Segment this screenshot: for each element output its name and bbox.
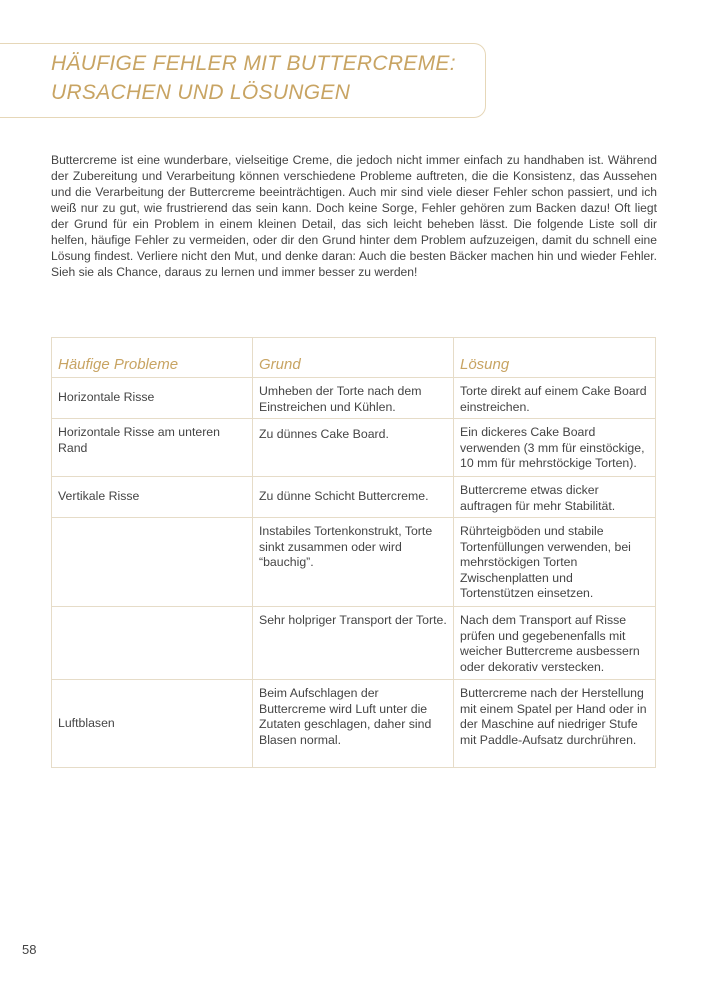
problem-cell bbox=[52, 607, 253, 680]
table-row bbox=[52, 477, 656, 518]
intro-paragraph: Buttercreme ist eine wunderbare, vielseitige Creme, die jedoch nicht immer einfach zu handhaben ist. Während der Zubereitung und Verarbeitung können verschiedene Probleme auftreten, die die Konsistenz, das Aussehen und die Verarbeitung der Buttercreme beeinträchtigen. Auch mir sind viele dieser Fehler schon passiert, und ich weiß nur zu gut, wie frustrierend das sein kann. Doch keine Sorge, Fehler gehören zum Backen dazu! Oft liegt der Grund für ein Problem in einem kleinen Detail, das sich leicht beheben lässt. Die folgende Liste soll dir helfen, häufige Fehler zu vermeiden, oder dir den Grund hinter dem Problem aufzuzeigen, damit du schnell eine Lösung findest. Verliere nicht den Mut, und denke daran: Auch die besten Bäcker machen hin und wieder Fehler. Sieh sie als Chance, daraus zu lernen und immer besser zu werden! bbox=[51, 153, 657, 279]
table-header-row bbox=[52, 338, 656, 378]
table-row bbox=[52, 378, 656, 419]
problem-cell: Luftblasen bbox=[52, 680, 253, 768]
table-row bbox=[52, 680, 656, 768]
solution-cell: Buttercreme etwas dicker auftragen für mehr Stabilität. bbox=[454, 477, 656, 518]
problem-cell: Horizontale Risse am unteren Rand bbox=[52, 419, 253, 477]
column-header-reason: Grund bbox=[253, 338, 454, 378]
page-number: 58 bbox=[22, 942, 37, 957]
column-header-solution: Lösung bbox=[454, 338, 656, 378]
table-row bbox=[52, 518, 656, 607]
solution-cell: Buttercreme nach der Herstellung mit einem Spatel per Hand oder in der Maschine auf niedriger Stufe mit Paddle-Aufsatz durchrühren. bbox=[454, 680, 656, 768]
solution-cell: Rührteigböden und stabile Tortenfüllungen verwenden, bei mehrstöckigen Torten Zwischenplatten und Tortenstützen einsetzen. bbox=[454, 518, 656, 607]
reason-cell: Beim Aufschlagen der Buttercreme wird Luft unter die Zutaten geschlagen, daher sind Blasen normal. bbox=[253, 680, 454, 768]
table-row bbox=[52, 607, 656, 680]
column-header-problem: Häufige Probleme bbox=[52, 338, 253, 378]
page-title-line-1: HÄUFIGE FEHLER MIT BUTTERCREME: bbox=[51, 52, 456, 75]
reason-cell: Zu dünnes Cake Board. bbox=[253, 419, 454, 477]
reason-cell: Zu dünne Schicht Buttercreme. bbox=[253, 477, 454, 518]
reason-cell: Instabiles Tortenkonstrukt, Torte sinkt zusammen oder wird “bauchig”. bbox=[253, 518, 454, 607]
problem-cell bbox=[52, 518, 253, 607]
problem-cell: Vertikale Risse bbox=[52, 477, 253, 518]
problem-cell: Horizontale Risse bbox=[52, 378, 253, 419]
reason-cell: Umheben der Torte nach dem Einstreichen und Kühlen. bbox=[253, 378, 454, 419]
solution-cell: Nach dem Transport auf Risse prüfen und gegebenenfalls mit weicher Buttercreme ausbessern oder dekorativ verstecken. bbox=[454, 607, 656, 680]
faults-table bbox=[51, 337, 656, 768]
solution-cell: Torte direkt auf einem Cake Board einstreichen. bbox=[454, 378, 656, 419]
solution-cell: Ein dickeres Cake Board verwenden (3 mm für einstöckige, 10 mm für mehrstöckige Torten). bbox=[454, 419, 656, 477]
reason-cell: Sehr holpriger Transport der Torte. bbox=[253, 607, 454, 680]
table-row bbox=[52, 419, 656, 477]
page-title-line-2: URSACHEN UND LÖSUNGEN bbox=[51, 81, 351, 104]
